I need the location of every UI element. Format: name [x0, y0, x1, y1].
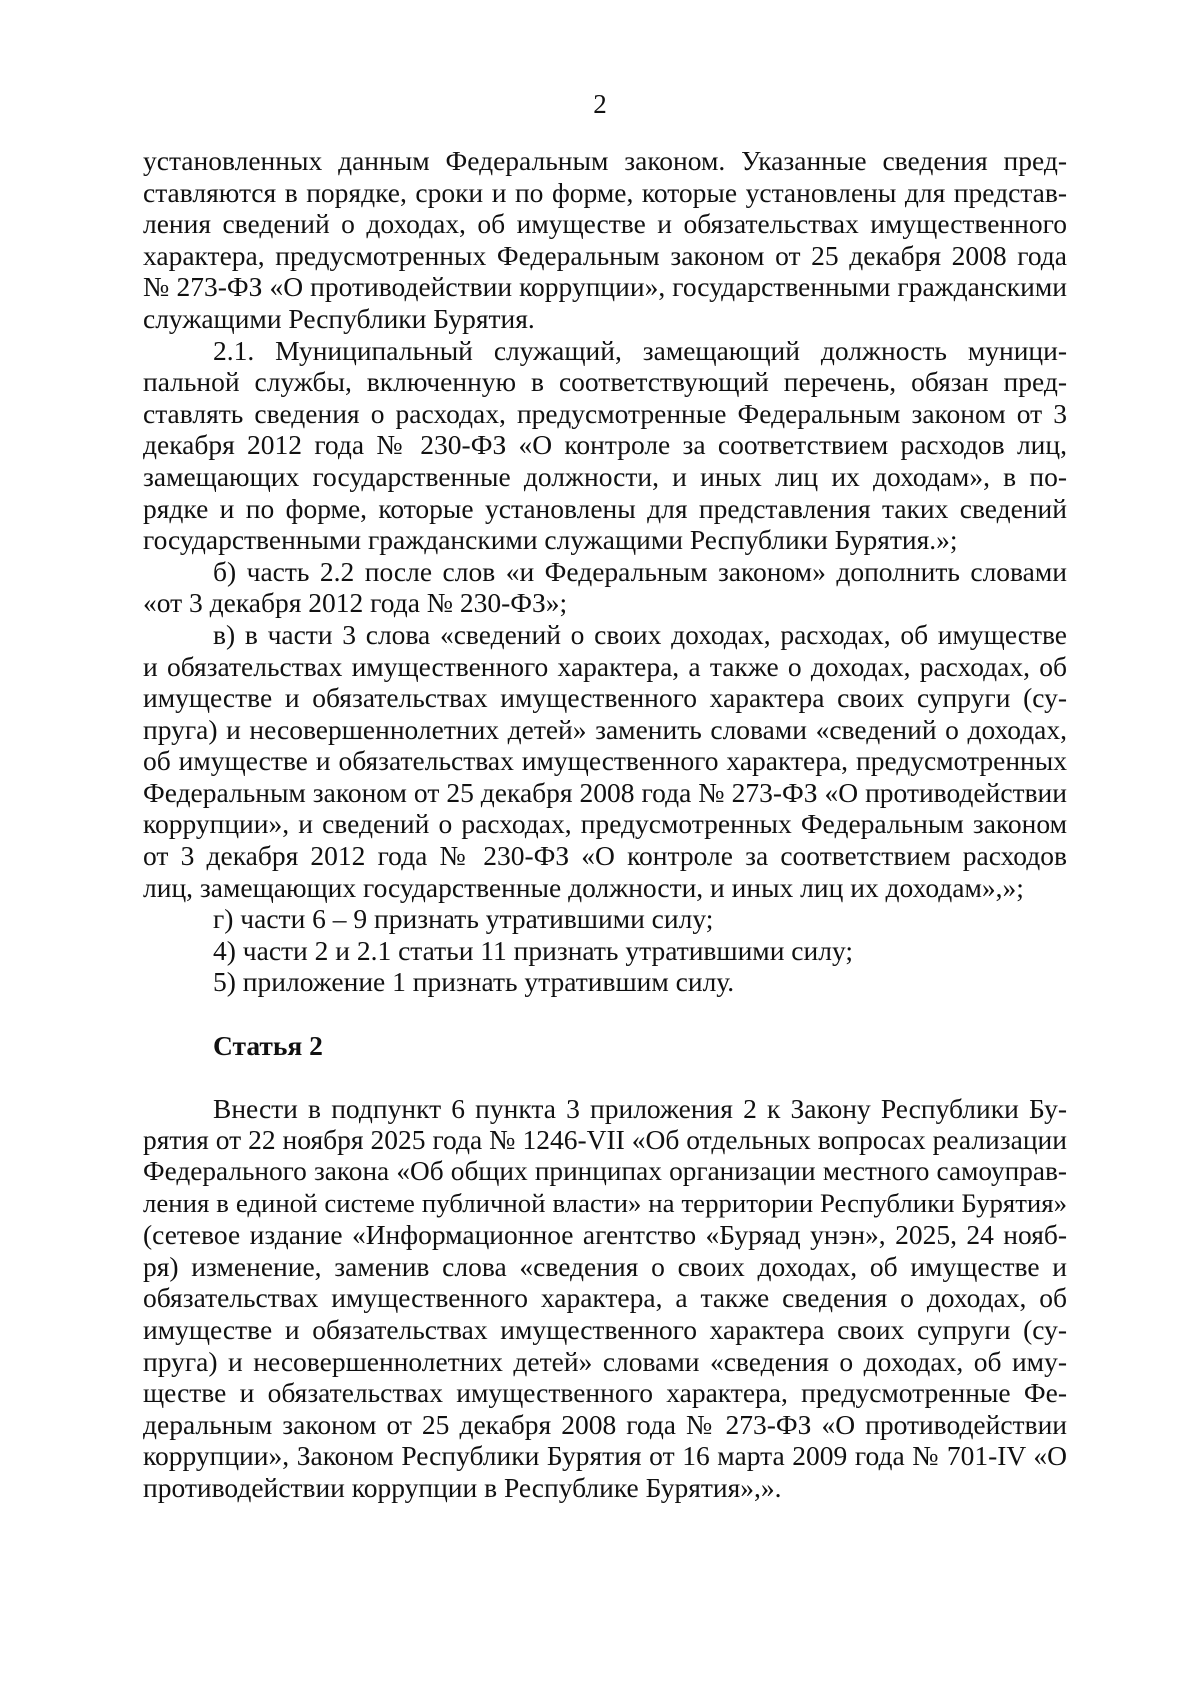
text-line: (сетевое издание «Информационное агентство «Буряад унэн», 2025, 24 нояб-: [143, 1219, 1067, 1251]
text-line: № 273-ФЗ «О противодействии коррупции», государственными гражданскими: [143, 271, 1067, 303]
text-line: от 3 декабря 2012 года № 230-ФЗ «О контроле за соответствием расходов: [143, 840, 1067, 872]
text-line: имуществе и обязательствах имущественного характера своих супруги (су-: [143, 1313, 1067, 1345]
text-line: ставляются в порядке, сроки и по форме, которые установлены для представ-: [143, 176, 1067, 208]
spacer: [143, 998, 1067, 1030]
text-line: коррупции», Законом Республики Бурятия от 16 марта 2009 года № 701-IV «О: [143, 1440, 1067, 1472]
text-line: в) в части 3 слова «сведений о своих доходах, расходах, об имуществе: [213, 618, 1067, 650]
text-line: ществе и обязательствах имущественного характера, предусмотренные Фе-: [143, 1377, 1067, 1409]
text-line: 4) части 2 и 2.1 статьи 11 признать утратившими силу;: [213, 934, 853, 966]
text-line: ления в единой системе публичной власти» на территории Республики Бурятия»: [143, 1187, 1067, 1218]
text-line: ставлять сведения о расходах, предусмотренные Федеральным законом от 3: [143, 397, 1067, 429]
text-line: рятия от 22 ноября 2025 года № 1246-VII «Об отдельных вопросах реализации: [143, 1124, 1067, 1156]
text-line: пальной службы, включенную в соответствующий перечень, обязан пред-: [143, 366, 1067, 398]
text-line: Федерального закона «Об общих принципах организации местного самоуправ-: [143, 1156, 1067, 1186]
text-line: противодействии коррупции в Республике Бурятия»,».: [143, 1471, 782, 1503]
text-line: лиц, замещающих государственные должности, и иных лиц их доходам»,»;: [143, 871, 1024, 903]
text-line: 2.1. Муниципальный служащий, замещающий должность муници-: [213, 334, 1067, 366]
text-line: 5) приложение 1 признать утратившим силу.: [213, 966, 735, 998]
text-line: Внести в подпункт 6 пункта 3 приложения 2 к Закону Республики Бу-: [213, 1092, 1067, 1124]
text-line: государственными гражданскими служащими Республики Бурятия.»;: [143, 524, 958, 556]
text-line: г) части 6 – 9 признать утратившими силу;: [213, 903, 714, 935]
text-line: б) часть 2.2 после слов «и Федеральным законом» дополнить словами: [213, 555, 1067, 587]
text-line: характера, предусмотренных Федеральным законом от 25 декабря 2008 года: [143, 239, 1067, 271]
text-line: коррупции», и сведений о расходах, предусмотренных Федеральным законом: [143, 808, 1067, 840]
text-line: и обязательствах имущественного характера, а также о доходах, расходах, об: [143, 650, 1067, 682]
article-heading: Статья 2: [213, 1029, 323, 1061]
text-line: имуществе и обязательствах имущественного характера своих супруги (су-: [143, 682, 1067, 714]
text-line: ря) изменение, заменив слова «сведения о своих доходах, об имуществе и: [143, 1250, 1067, 1282]
text-line: декабря 2012 года № 230-ФЗ «О контроле за соответствием расходов лиц,: [143, 429, 1067, 461]
text-line: ления сведений о доходах, об имуществе и обязательствах имущественного: [143, 208, 1067, 240]
text-line: пруга) и несовершеннолетних детей» заменить словами «сведений о доходах,: [143, 713, 1067, 745]
text-line: пруга) и несовершеннолетних детей» словами «сведения о доходах, об иму-: [143, 1345, 1067, 1377]
text-line: служащими Республики Бурятия.: [143, 302, 535, 334]
spacer: [143, 1061, 1067, 1093]
text-line: Федеральным законом от 25 декабря 2008 года № 273-ФЗ «О противодействии: [143, 776, 1067, 808]
text-line: рядке и по форме, которые установлены для представления таких сведений: [143, 492, 1067, 524]
text-line: «от 3 декабря 2012 года № 230-ФЗ»;: [143, 587, 568, 619]
text-line: деральным законом от 25 декабря 2008 года № 273-ФЗ «О противодействии: [143, 1408, 1067, 1440]
text-line: замещающих государственные должности, и иных лиц их доходам», в по-: [143, 460, 1067, 492]
text-line: об имуществе и обязательствах имущественного характера, предусмотренных: [143, 745, 1067, 777]
page-number: 2: [593, 89, 607, 119]
text-line: установленных данным Федеральным законом. Указанные сведения пред-: [143, 145, 1067, 176]
document-body: [143, 145, 1067, 1504]
text-line: обязательствах имущественного характера, а также сведения о доходах, об: [143, 1282, 1067, 1314]
